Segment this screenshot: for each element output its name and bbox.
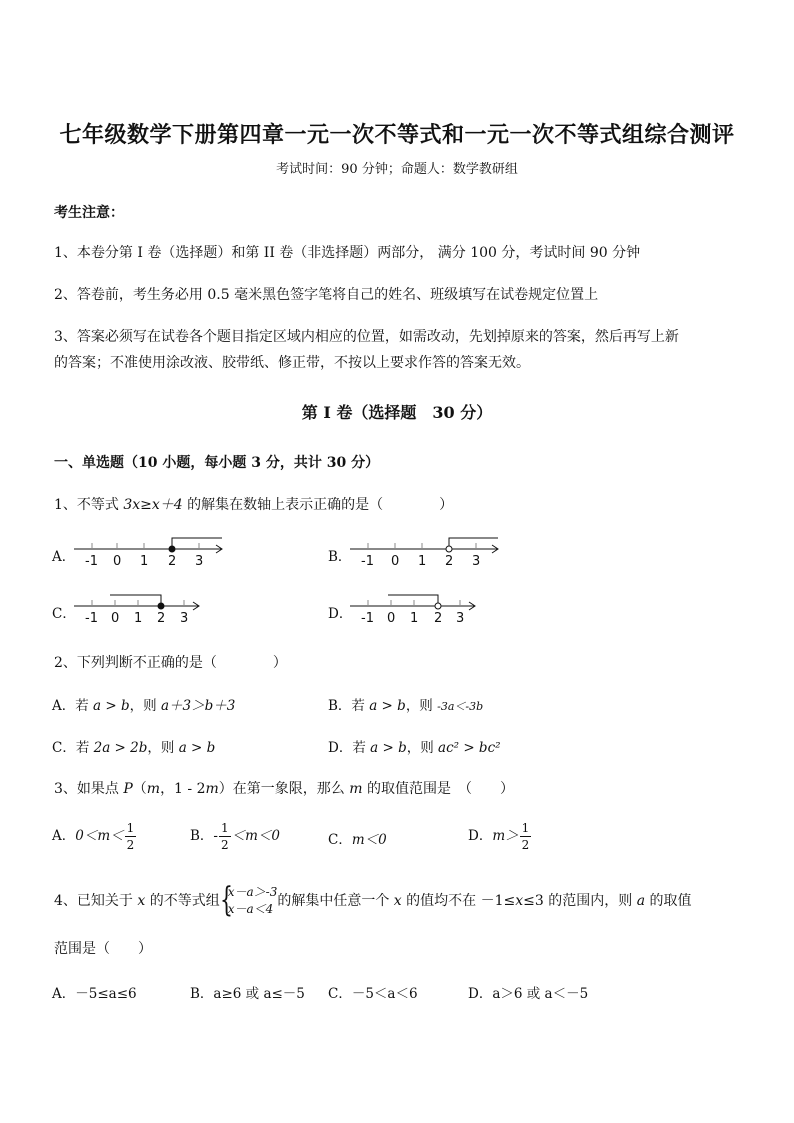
- q1-option-d-label[interactable]: D．: [328, 606, 353, 622]
- tick-label: 0: [113, 554, 122, 569]
- q2-option-a[interactable]: A．若 a > b，则 a＋3＞b＋3: [52, 698, 236, 714]
- tick-label: 0: [387, 611, 396, 626]
- q1-option-a-label[interactable]: A．: [52, 549, 76, 565]
- fraction-one-half: $\frac{1}{2}$: [521, 821, 530, 852]
- tick-label: 1: [418, 554, 427, 569]
- tick-label: 3: [456, 611, 465, 626]
- tick-label: 0: [111, 611, 120, 626]
- tick-label: 1: [134, 611, 143, 626]
- notice-heading: 考生注意：: [54, 205, 124, 221]
- tick-label: -1: [85, 611, 98, 626]
- q1-option-a-number-line[interactable]: [74, 528, 234, 574]
- tick-label: 2: [445, 554, 454, 569]
- question-4-stem-line-1: 4、已知关于 x 的不等式组 { x－a＞-3 x－a＜4 的解集中任意一个 x 的值均不在 －1≤x≤3 的范围内，则 a 的取值: [54, 880, 692, 920]
- notice-item-2: 2、答卷前，考生务必用 0.5 毫米黑色签字笔将自己的姓名、班级填写在试卷规定位置上: [54, 287, 599, 303]
- exam-subtitle: 考试时间：90 分钟；命题人：数学教研组: [276, 162, 518, 177]
- part-heading: 一、单选题（10 小题，每小题 3 分，共计 30 分）: [54, 455, 380, 471]
- q3-option-d[interactable]: D．m＞ $\frac{1}{2}$: [468, 821, 530, 852]
- tick-label: 3: [195, 554, 204, 569]
- tick-label: 2: [157, 611, 166, 626]
- tick-label: 1: [410, 611, 419, 626]
- q3-option-a[interactable]: A．0＜m＜ $\frac{1}{2}$: [52, 821, 135, 852]
- tick-label: -1: [361, 611, 374, 626]
- q2-option-c[interactable]: C．若 2a > 2b，则 a > b: [52, 740, 216, 756]
- fraction-one-half: $\frac{1}{2}$: [220, 821, 229, 852]
- exam-title: 七年级数学下册第四章一元一次不等式和一元一次不等式组综合测评: [59, 122, 735, 148]
- q4-option-a[interactable]: A．－5≤a≤6: [52, 986, 137, 1002]
- q3-option-b[interactable]: B．- $\frac{1}{2}$ ＜m＜0: [190, 821, 281, 852]
- inequality-system: { x－a＞-3 x－a＜4: [219, 880, 278, 920]
- q4-option-b[interactable]: B．a≥6 或 a≤－5: [190, 986, 305, 1002]
- fraction-one-half: $\frac{1}{2}$: [126, 821, 135, 852]
- tick-label: -1: [85, 554, 98, 569]
- question-3-stem: 3、如果点 P（m，1 - 2m）在第一象限，那么 m 的取值范围是 （ ）: [54, 781, 514, 797]
- tick-label: 3: [472, 554, 481, 569]
- q1-option-b-number-line[interactable]: [350, 528, 510, 574]
- q4-option-d[interactable]: D．a＞6 或 a＜－5: [468, 986, 589, 1002]
- notice-item-1: 1、本卷分第 I 卷（选择题）和第 II 卷（非选择题）两部分， 满分 100 分，考试时间 90 分钟: [54, 245, 641, 261]
- q2-option-b[interactable]: B．若 a > b，则 -3a＜-3b: [328, 698, 484, 714]
- q1-option-c-number-line[interactable]: [74, 585, 214, 631]
- q1-inequality: 3x≥x＋4: [123, 497, 183, 513]
- q2-option-d[interactable]: D．若 a > b，则 ac² > bc²: [328, 740, 501, 756]
- section-title: 第 I 卷（选择题 30 分）: [301, 403, 493, 422]
- question-1-stem: 1、不等式 3x≥x＋4 的解集在数轴上表示正确的是（ ）: [54, 497, 454, 513]
- tick-label: 3: [180, 611, 189, 626]
- q4-option-c[interactable]: C．－5＜a＜6: [328, 986, 418, 1002]
- q1-option-b-label[interactable]: B．: [328, 549, 352, 565]
- notice-item-3-line-2: 的答案；不准使用涂改液、胶带纸、修正带，不按以上要求作答的答案无效。: [54, 355, 530, 371]
- q1-option-c-label[interactable]: C．: [52, 606, 76, 622]
- tick-label: 0: [391, 554, 400, 569]
- tick-label: -1: [361, 554, 374, 569]
- tick-label: 2: [168, 554, 177, 569]
- tick-label: 2: [434, 611, 443, 626]
- notice-item-3-line-1: 3、答案必须写在试卷各个题目指定区域内相应的位置，如需改动，先划掉原来的答案，然后再写上新: [54, 329, 679, 345]
- question-2-stem: 2、下列判断不正确的是（ ）: [54, 655, 287, 671]
- question-4-stem-line-2: 范围是（ ）: [54, 941, 152, 957]
- q3-option-c[interactable]: C．m＜0: [328, 832, 387, 848]
- q1-option-d-number-line[interactable]: [350, 585, 490, 631]
- tick-label: 1: [140, 554, 149, 569]
